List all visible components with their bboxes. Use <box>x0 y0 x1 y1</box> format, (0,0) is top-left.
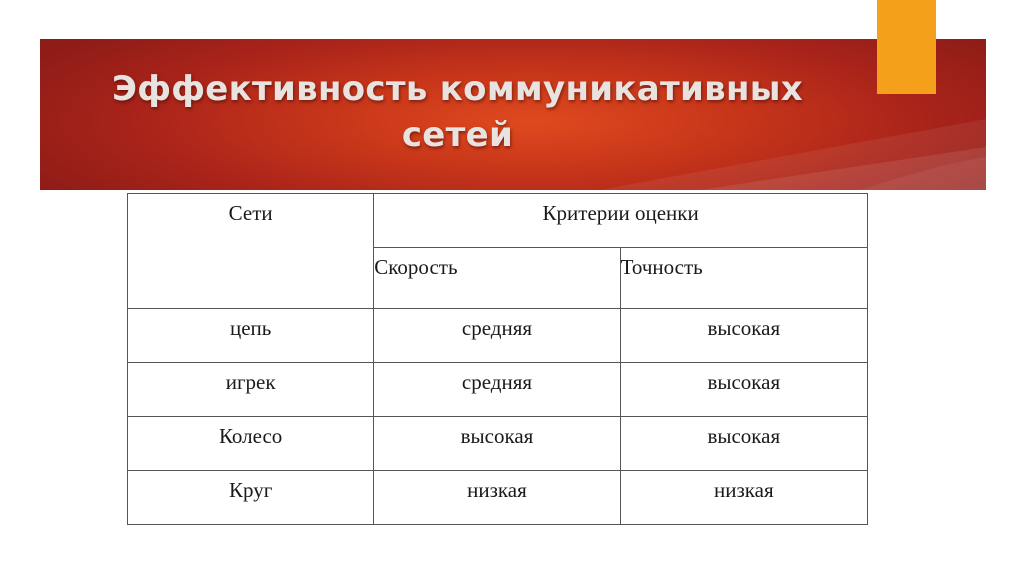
table-row <box>128 363 868 417</box>
cell-speed-text: низкая <box>467 478 527 502</box>
cell-network-text: Круг <box>228 478 273 502</box>
cell-accuracy <box>620 417 867 471</box>
cell-network-text: цепь <box>229 316 272 340</box>
subheader-accuracy: Точность <box>620 255 703 279</box>
subheader-speed-cell <box>374 248 620 309</box>
cell-accuracy <box>620 309 867 363</box>
cell-speed-text: средняя <box>461 370 533 394</box>
cell-accuracy-text: высокая <box>707 424 781 448</box>
criteria-table <box>127 193 868 525</box>
slide-title-line-1: Эффективность коммуникативных <box>111 69 804 109</box>
table-row <box>128 417 868 471</box>
table-row <box>128 471 868 525</box>
cell-accuracy <box>620 363 867 417</box>
cell-speed-text: средняя <box>461 316 533 340</box>
cell-accuracy-text: высокая <box>707 316 781 340</box>
cell-speed <box>374 309 620 363</box>
table-header-row <box>128 194 868 248</box>
cell-accuracy <box>620 471 867 525</box>
cell-speed <box>374 363 620 417</box>
cell-accuracy-text: высокая <box>707 370 781 394</box>
subheader-speed: Скорость <box>374 255 458 279</box>
cell-network <box>128 363 374 417</box>
cell-network-text: игрек <box>225 370 276 394</box>
header-networks-cell <box>128 194 374 309</box>
cell-network <box>128 417 374 471</box>
header-criteria-cell <box>374 194 868 248</box>
accent-tab <box>877 0 936 94</box>
subheader-accuracy-cell <box>620 248 867 309</box>
cell-network <box>128 309 374 363</box>
cell-speed <box>374 471 620 525</box>
header-networks: Сети <box>228 201 273 225</box>
cell-speed <box>374 417 620 471</box>
slide-title-line-2: сетей <box>401 115 514 155</box>
slide-title <box>40 66 875 158</box>
cell-network <box>128 471 374 525</box>
table-row <box>128 309 868 363</box>
header-criteria: Критерии оценки <box>542 201 699 225</box>
cell-network-text: Колесо <box>218 424 283 448</box>
cell-speed-text: высокая <box>460 424 534 448</box>
cell-accuracy-text: низкая <box>714 478 774 502</box>
